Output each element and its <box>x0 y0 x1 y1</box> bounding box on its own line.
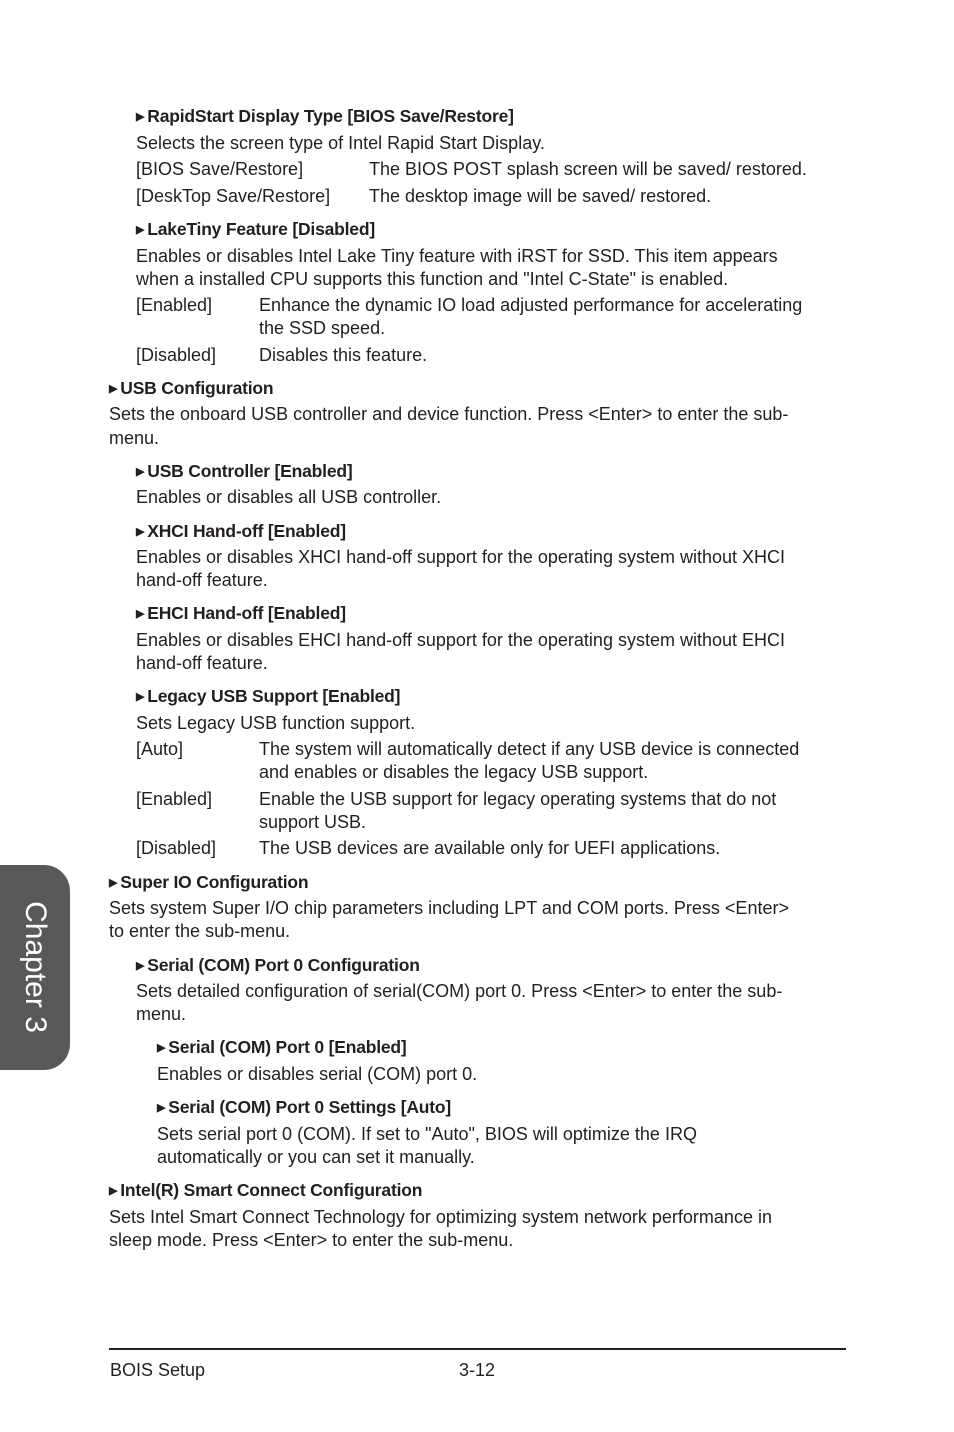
xhci-desc: Enables or disables XHCI hand-off support for the operating system without XHCI <box>136 547 786 567</box>
serial-config-heading: ▶ Serial (COM) Port 0 Configuration <box>136 955 420 975</box>
option-desc: and enables or disables the legacy USB support. <box>259 762 649 782</box>
serial-port-heading: ▶ Serial (COM) Port 0 [Enabled] <box>157 1037 407 1057</box>
bullet-triangle-icon: ▶ <box>136 526 145 538</box>
option-key: [Enabled] <box>136 789 213 809</box>
usb-controller-heading: ▶ USB Controller [Enabled] <box>136 461 353 481</box>
footer-title: BOIS Setup <box>110 1360 206 1380</box>
ehci-desc: hand-off feature. <box>136 653 268 673</box>
laketiny-heading: ▶ LakeTiny Feature [Disabled] <box>136 219 375 239</box>
bullet-triangle-icon: ▶ <box>136 466 145 478</box>
ehci-heading: ▶ EHCI Hand-off [Enabled] <box>136 603 346 623</box>
option-desc: Disables this feature. <box>259 345 428 365</box>
legacy-usb-heading: ▶ Legacy USB Support [Enabled] <box>136 686 401 706</box>
serial-settings-heading: ▶ Serial (COM) Port 0 Settings [Auto] <box>157 1097 451 1117</box>
option-key: [Auto] <box>136 739 184 759</box>
option-desc: Enable the USB support for legacy operating systems that do not <box>259 789 777 809</box>
smart-connect-desc: Sets Intel Smart Connect Technology for optimizing system network performance in <box>109 1207 772 1227</box>
smart-connect-heading: ▶ Intel(R) Smart Connect Configuration <box>109 1180 423 1200</box>
option-desc: The BIOS POST splash screen will be saved/ restored. <box>369 159 807 179</box>
serial-settings-desc: Sets serial port 0 (COM). If set to "Auto", BIOS will optimize the IRQ <box>157 1124 697 1144</box>
xhci-desc: hand-off feature. <box>136 570 268 590</box>
usb-config-heading: ▶ USB Configuration <box>109 378 274 398</box>
chapter-tab <box>0 865 70 1070</box>
bullet-triangle-icon: ▶ <box>109 383 118 395</box>
ehci-desc: Enables or disables EHCI hand-off support for the operating system without EHCI <box>136 630 786 650</box>
serial-settings-desc: automatically or you can set it manually. <box>157 1147 475 1167</box>
option-desc: The desktop image will be saved/ restored. <box>369 186 712 206</box>
option-key: [Enabled] <box>136 295 213 315</box>
option-key: [Disabled] <box>136 345 217 365</box>
bullet-triangle-icon: ▶ <box>136 608 145 620</box>
bullet-triangle-icon: ▶ <box>109 1185 118 1197</box>
bullet-triangle-icon: ▶ <box>136 224 145 236</box>
chapter-tab-label: Chapter 3 <box>19 901 52 1033</box>
super-io-desc: Sets system Super I/O chip parameters including LPT and COM ports. Press <Enter> <box>109 898 789 918</box>
bullet-triangle-icon: ▶ <box>136 960 145 972</box>
page-number: 3-12 <box>459 1360 496 1380</box>
bullet-triangle-icon: ▶ <box>136 111 145 123</box>
legacy-usb-desc: Sets Legacy USB function support. <box>136 713 416 733</box>
option-desc: the SSD speed. <box>259 318 386 338</box>
smart-connect-desc: sleep mode. Press <Enter> to enter the sub-menu. <box>109 1230 514 1250</box>
usb-config-desc: Sets the onboard USB controller and device function. Press <Enter> to enter the sub- <box>109 404 789 424</box>
rapidstart-heading: ▶ RapidStart Display Type [BIOS Save/Restore] <box>136 106 514 126</box>
usb-config-desc: menu. <box>109 428 160 448</box>
option-key: [BIOS Save/Restore] <box>136 159 304 179</box>
footer-rule <box>109 1348 846 1350</box>
xhci-heading: ▶ XHCI Hand-off [Enabled] <box>136 521 346 541</box>
serial-config-desc: menu. <box>136 1004 187 1024</box>
serial-config-desc: Sets detailed configuration of serial(COM) port 0. Press <Enter> to enter the sub- <box>136 981 783 1001</box>
bullet-triangle-icon: ▶ <box>157 1042 166 1054</box>
usb-controller-desc: Enables or disables all USB controller. <box>136 487 442 507</box>
bullet-triangle-icon: ▶ <box>136 691 145 703</box>
option-key: [DeskTop Save/Restore] <box>136 186 331 206</box>
option-desc: Enhance the dynamic IO load adjusted performance for accelerating <box>259 295 803 315</box>
rapidstart-desc: Selects the screen type of Intel Rapid Start Display. <box>136 133 545 153</box>
super-io-desc: to enter the sub-menu. <box>109 921 291 941</box>
option-desc: The USB devices are available only for UEFI applications. <box>259 838 721 858</box>
bullet-triangle-icon: ▶ <box>109 877 118 889</box>
super-io-heading: ▶ Super IO Configuration <box>109 872 309 892</box>
option-key: [Disabled] <box>136 838 217 858</box>
option-desc: support USB. <box>259 812 367 832</box>
serial-port-desc: Enables or disables serial (COM) port 0. <box>157 1064 478 1084</box>
bullet-triangle-icon: ▶ <box>157 1102 166 1114</box>
laketiny-desc: when a installed CPU supports this function and "Intel C-State" is enabled. <box>136 269 729 289</box>
laketiny-desc: Enables or disables Intel Lake Tiny feature with iRST for SSD. This item appears <box>136 246 778 266</box>
option-desc: The system will automatically detect if any USB device is connected <box>259 739 800 759</box>
